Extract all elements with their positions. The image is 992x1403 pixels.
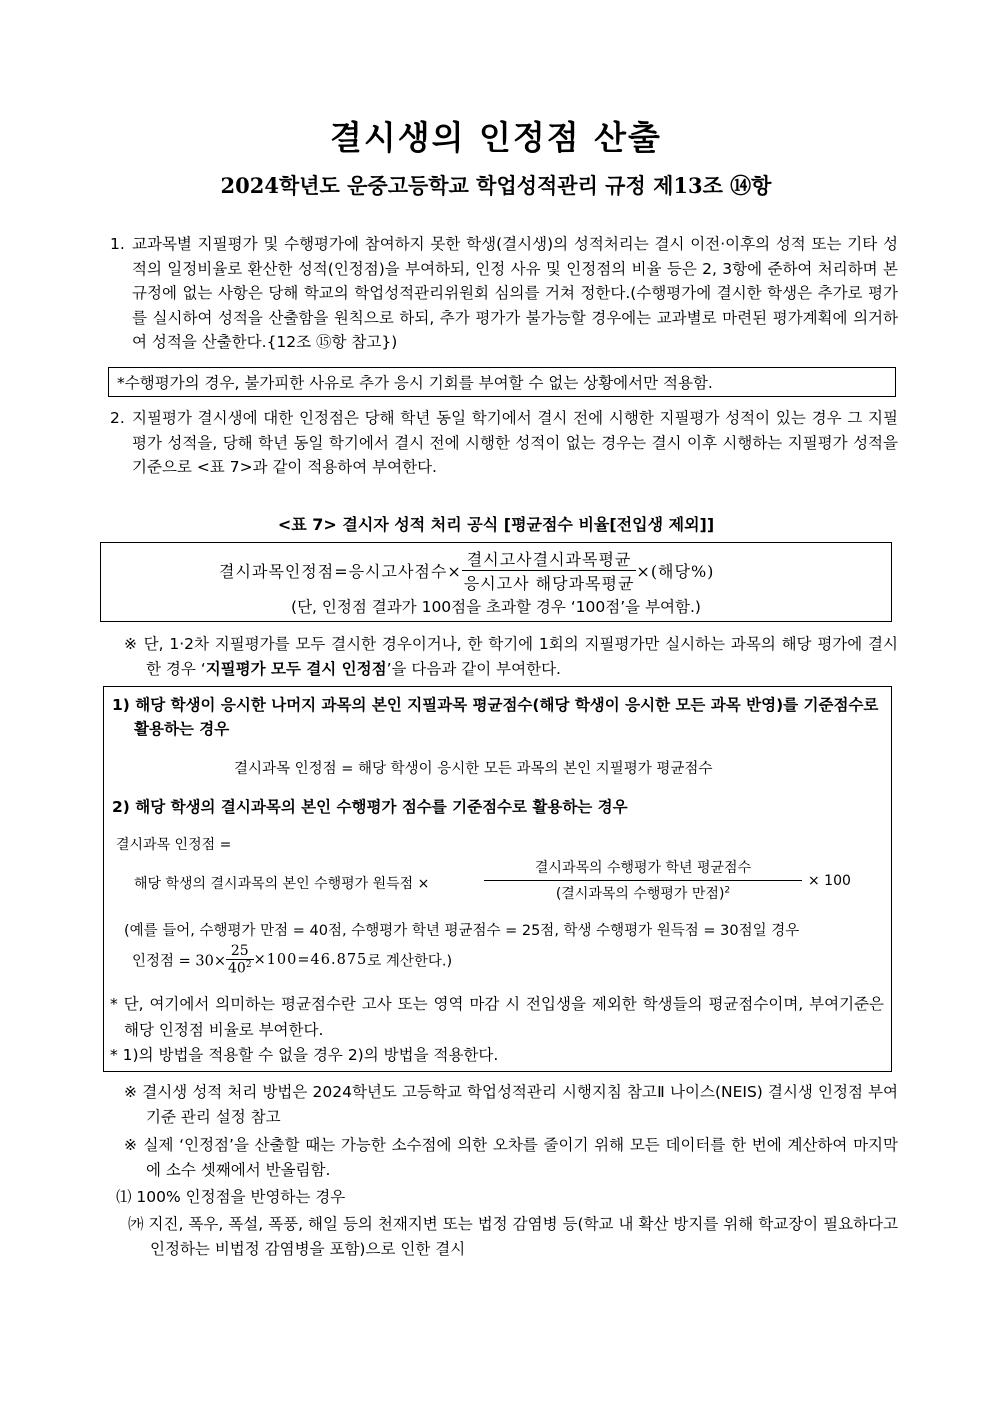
- example-tail: 로 계산한다.): [367, 953, 453, 970]
- table-7-formula-box: [100, 542, 892, 622]
- formula-rhs: ×(해당%): [636, 562, 715, 581]
- method-2-left: 해당 학생의 결시과목의 본인 수행평가 원득점 ×: [134, 876, 430, 892]
- method-star-2: * 1)의 방법을 적용할 수 없을 경우 2)의 방법을 적용한다.: [110, 1046, 499, 1064]
- example-pre: 인정점 = 30×: [132, 953, 226, 970]
- method-2-denominator: [484, 883, 802, 903]
- example-post: ×100=46.875: [253, 951, 368, 968]
- method-2-lhs: 결시과목 인정점 =: [116, 837, 232, 853]
- method-2-den-sup: 2: [724, 885, 731, 896]
- section-2-number: 2.: [110, 409, 125, 427]
- section-2-text: 지필평가 결시생에 대한 인정점은 당해 학년 동일 학기에서 결시 전에 시행한 지필평가 성적이 있는 경우 그 지필평가 성적을, 당해 학년 동일 학기에서 결시 전에 시행한 성적이 없는 경우는 결시 이후 시행하는 지필평가 성적을 기준으로 <표 7>과 같이 적용하여 부여한다.: [132, 409, 898, 476]
- method-2-numerator: 결시과목의 수행평가 학년 평균점수: [484, 857, 802, 881]
- formula-numerator: 결시고사결시과목평균: [462, 547, 637, 571]
- note-both-exams: [124, 632, 898, 681]
- method-2-right: × 100: [808, 873, 851, 889]
- example-numerator: 25: [226, 943, 254, 960]
- method-2-title: 2) 해당 학생의 결시과목의 본인 수행평가 점수를 기준점수로 활용하는 경우: [112, 798, 628, 816]
- section-1-number: 1.: [110, 235, 125, 253]
- notes-after: [124, 1080, 898, 1182]
- method-1-title: 1) 해당 학생이 응시한 나머지 과목의 본인 지필과목 평균점수(해당 학생이 응시한 모든 과목 반영)를 기준점수로 활용하는 경우: [112, 696, 879, 738]
- item-1: ⑴ 100% 인정점을 반영하는 경우: [116, 1188, 346, 1206]
- note-both-bold: 지필평가 모두 결시 인정점: [205, 659, 387, 678]
- section-1-note: *수행평가의 경우, 불가피한 사유로 추가 응시 기회를 부여할 수 없는 상황에서만 적용함.: [117, 374, 713, 392]
- note-after-2: ※ 실제 ‘인정점’을 산출할 때는 가능한 소수점에 의한 오차를 줄이기 위해 모든 데이터를 한 번에 계산하여 마지막에 소수 셋째에서 반올림함.: [124, 1136, 898, 1179]
- method-star-1: * 단, 여기에서 의미하는 평균점수란 고사 또는 영역 마감 시 전입생을 제외한 학생들의 평균점수이며, 부여기준은 해당 인정점 비율로 부여한다.: [110, 995, 884, 1039]
- section-1-text: 교과목별 지필평가 및 수행평가에 참여하지 못한 학생(결시생)의 성적처리는 결시 이전·이후의 성적 또는 기타 성적의 일정비율로 환산한 성적(인정점)을 부여하되, 인정 사유 및 인정점의 비율 등은 2, 3항에 준하여 처리하며 본 규정에 없는 사항은 당해 학교의 학업성적관리위원회 심의를 거쳐 정한다.(수행평가에 결시한 학생은 추가로 평가를 실시하여 성적을 산출함을 원칙으로 하되, 추가 평가가 불가능할 경우에는 교과별로 마련된 평가계획에 의거하여 성적을 산출한다.{12조 ⑮항 참고}): [132, 235, 898, 351]
- method-2-den-text: (결시과목의 수행평가 만점): [555, 886, 725, 902]
- section-1-note-box: [108, 367, 896, 397]
- table-7-caption: <표 7> 결시자 성적 처리 공식 [평균점수 비율[전입생 제외]]: [277, 515, 715, 534]
- example-fraction: [226, 943, 254, 977]
- table-7-formula: [219, 547, 714, 594]
- page-subtitle: 2024학년도 운중고등학교 학업성적관리 규정 제13조 ⑭항: [220, 173, 772, 198]
- example-den-sup: 2: [245, 960, 252, 970]
- note-both-suffix: ’을 다음과 같이 부여한다.: [386, 659, 561, 678]
- section-2: [110, 406, 898, 480]
- example-line-2: [132, 943, 452, 977]
- formula-note: (단, 인정점 결과가 100점을 초과할 경우 ‘100점’을 부여함.): [291, 598, 701, 616]
- method-1-formula: 결시과목 인정점 = 해당 학생이 응시한 모든 과목의 본인 지필평가 평균점수: [234, 761, 713, 777]
- page-title: 결시생의 인정점 산출: [330, 118, 662, 157]
- item-ga-text: ㈎ 지진, 폭우, 폭설, 폭풍, 해일 등의 천재지변 또는 법정 감염병 등(학교 내 확산 방지를 위해 학교장이 필요하다고 인정하는 비법정 감염병을 포함)으로 인한 결시: [128, 1215, 898, 1258]
- example-denominator: 40: [228, 960, 246, 977]
- example-line-1: (예를 들어, 수행평가 만점 = 40점, 수행평가 학년 평균점수 = 25점, 학생 수행평가 원득점 = 30점일 경우: [124, 923, 800, 939]
- note-after-1: ※ 결시생 성적 처리 방법은 2024학년도 고등학교 학업성적관리 시행지침 참고Ⅱ 나이스(NEIS) 결시생 인정점 부여기준 관리 설정 참고: [124, 1083, 898, 1126]
- section-1: [110, 232, 898, 355]
- formula-fraction: [462, 547, 637, 594]
- note-both-prefix: ※ 단, 1·2차 지필평가를 모두 결시한 경우이거나, 한 학기에 1회의 지필평가만 실시하는 과목의 해당 평가에 결시한 경우 ‘: [124, 635, 898, 678]
- method-box: [103, 686, 892, 1072]
- formula-lhs: 결시과목인정점=응시고사점수×: [219, 562, 462, 581]
- formula-denominator: 응시고사 해당과목평균: [463, 574, 635, 593]
- item-ga: [128, 1212, 898, 1261]
